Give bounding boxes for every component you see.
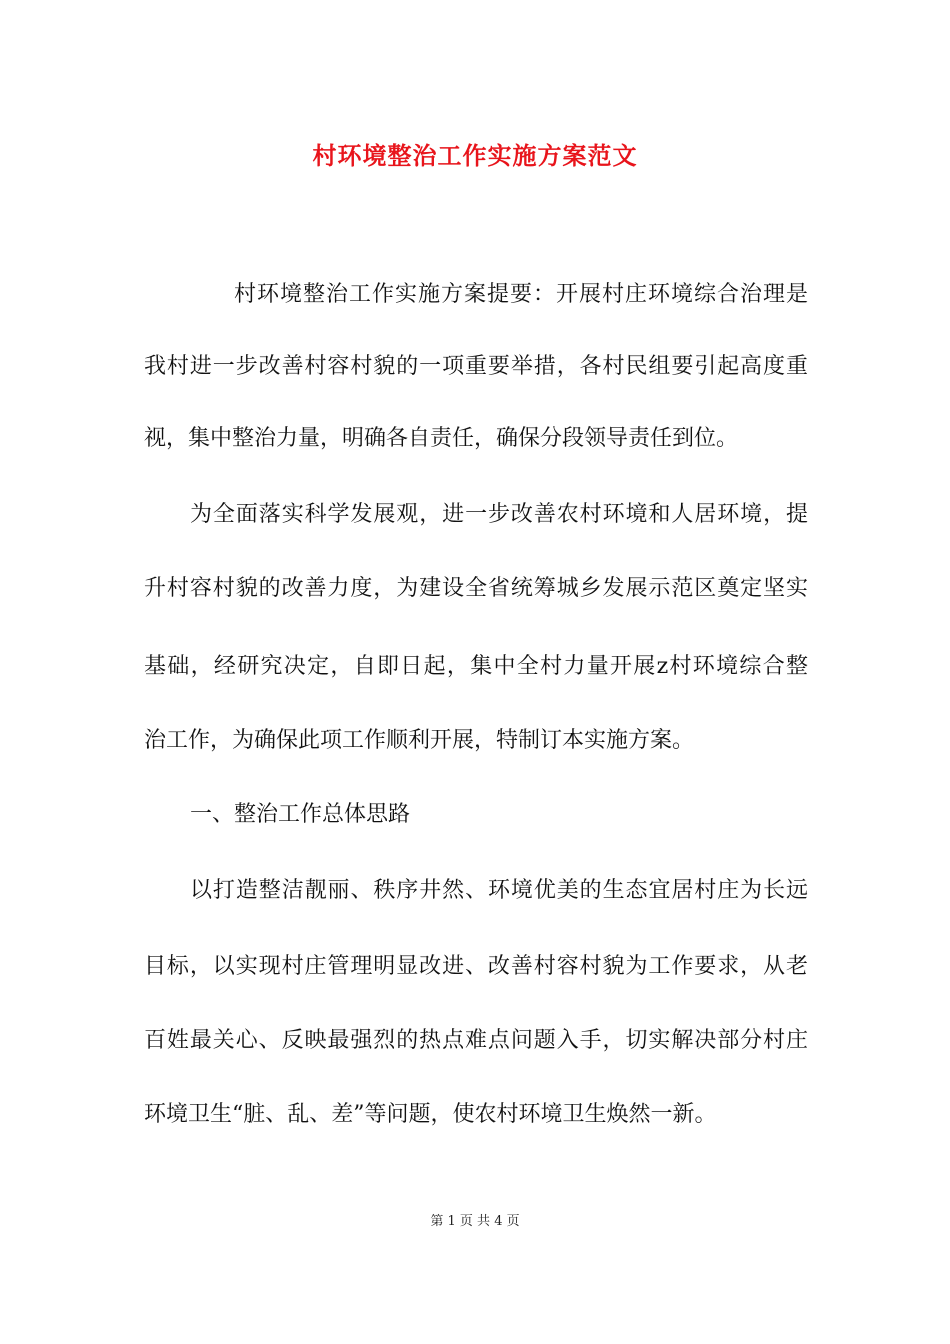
- section-heading: 一、整治工作总体思路: [190, 802, 411, 827]
- paragraph-line: 以打造整洁靓丽、秩序井然、环境优美的生态宜居村庄为长远: [190, 878, 808, 903]
- page-footer: 第 1 页 共 4 页: [430, 1214, 520, 1229]
- paragraph-line: 视，集中整治力量，明确各自责任，确保分段领导责任到位。: [144, 426, 739, 451]
- paragraph-line: 基础，经研究决定，自即日起，集中全村力量开展z村环境综合整: [144, 654, 808, 679]
- paragraph-line: 目标，以实现村庄管理明显改进、改善村容村貌为工作要求，从老: [144, 954, 808, 979]
- document-title: 村环境整治工作实施方案范文: [312, 141, 638, 170]
- paragraph-line: 百姓最关心、反映最强烈的热点难点问题入手，切实解决部分村庄: [144, 1028, 808, 1053]
- paragraph-line: 村环境整治工作实施方案提要：开展村庄环境综合治理是: [234, 282, 808, 307]
- paragraph-line: 为全面落实科学发展观，进一步改善农村环境和人居环境，提: [190, 502, 808, 527]
- paragraph-line: 我村进一步改善村容村貌的一项重要举措，各村民组要引起高度重: [144, 354, 808, 379]
- paragraph-line: 升村容村貌的改善力度，为建设全省统筹城乡发展示范区奠定坚实: [144, 576, 808, 601]
- paragraph-line: 环境卫生“脏、乱、差”等问题，使农村环境卫生焕然一新。: [144, 1102, 717, 1127]
- paragraph-line: 治工作，为确保此项工作顺利开展，特制订本实施方案。: [144, 728, 695, 753]
